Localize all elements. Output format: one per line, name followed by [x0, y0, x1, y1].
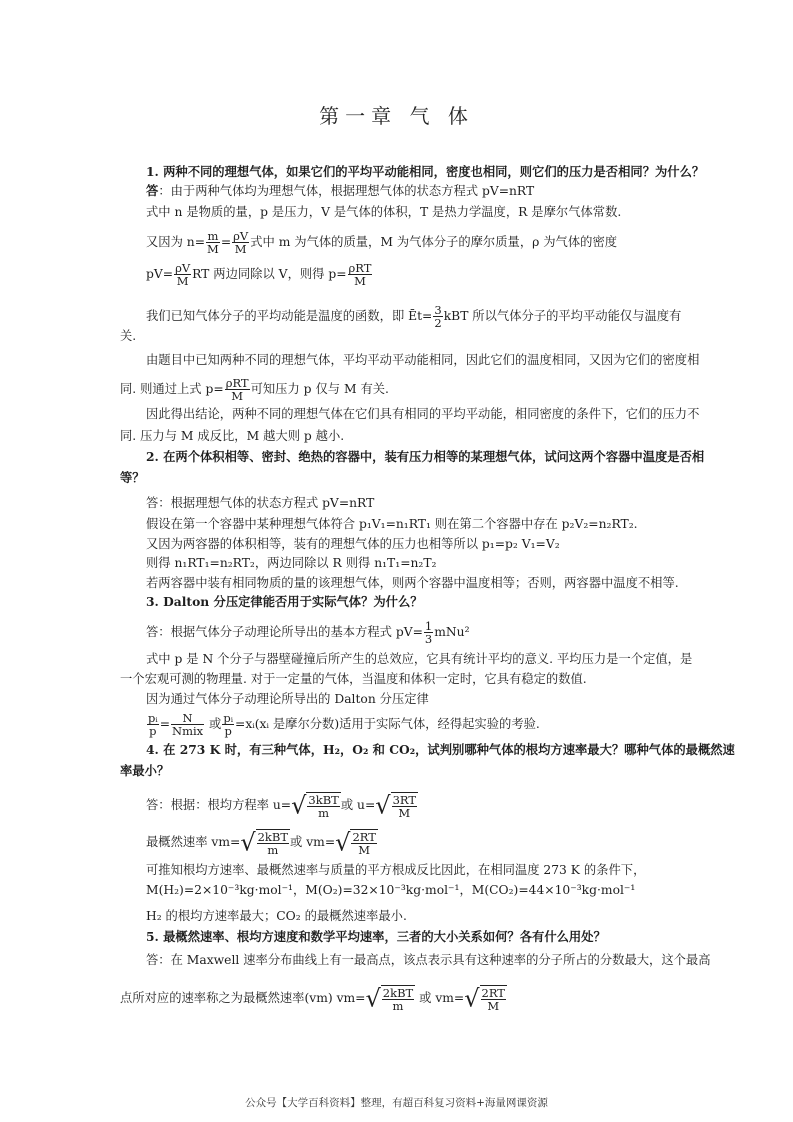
q1-answer-line-6: 由题目中已知两种不同的理想气体，平均平动平动能相同，因此它们的温度相同，又因为它们的密度相 [146, 353, 700, 367]
q1-answer-line-9: 同. 压力与 M 成反比，M 越大则 p 越小. [120, 429, 345, 443]
numerator: m [207, 229, 219, 243]
text: pV= [146, 267, 174, 281]
denominator: Nmix [172, 724, 204, 738]
fraction [433, 304, 442, 329]
square-root: √ $\frac{3RT}{M}$ [375, 791, 417, 820]
question-3: 3. Dalton 分压定律能否用于实际气体？为什么？ [146, 594, 423, 609]
fraction [206, 230, 220, 255]
numerator: ρV [175, 261, 191, 275]
square-root: √ $\frac{\text{2kBT}}{m}$ [365, 984, 414, 1013]
q4-answer-line-4: M(H₂)=2×10⁻³kg·mol⁻¹，M(O₂)=32×10⁻³kg·mol⁻¹，M(CO₂)=44×10⁻³kg·mol⁻¹ [146, 883, 636, 897]
numerator: 3kBT [308, 793, 339, 807]
square-root: √ $\frac{\text{3kBT}}{m}$ [291, 791, 339, 820]
text: 可知压力 p 仅与 M 有关. [250, 382, 389, 396]
square-root: √ $\frac{2RT}{M}$ [464, 984, 505, 1013]
question-4: 4. 在 273 K 时，有三种气体，H₂，O₂ 和 CO₂，试判别哪种气体的根均方速率最大？哪种气体的最概然速 [146, 742, 735, 757]
text: = [159, 717, 170, 731]
numerator: 3 [434, 303, 442, 317]
q3-answer-line-1 [146, 620, 470, 645]
denominator: 3 [424, 632, 433, 646]
question-2: 2. 在两个体积相等、密封、绝热的容器中，装有压力相等的某理想气体，试问这两个容器中温度是否相 [146, 449, 705, 464]
denominator: m [392, 999, 404, 1013]
fraction [225, 377, 250, 402]
fraction [348, 262, 373, 287]
numerator: pᵢ [223, 711, 234, 725]
denominator: M [176, 274, 189, 288]
fraction [174, 262, 191, 287]
text: 同. 则通过上式 p= [120, 382, 224, 396]
q3-answer-line-3: 一个宏观可测的物理量. 对于一定量的气体，当温度和体积一定时，它具有稳定的数值. [120, 672, 587, 686]
text: =xᵢ(xᵢ 是摩尔分数)适用于实际气体，经得起实验的考验. [235, 717, 540, 731]
fraction [424, 620, 433, 645]
denominator: M [354, 274, 366, 288]
numerator: 2kBT [382, 986, 414, 1000]
fraction [147, 712, 159, 737]
q1-answer-line-3 [146, 230, 617, 255]
text: 答：根据气体分子动理论所导出的基本方程式 pV= [146, 625, 423, 639]
numerator: 2RT [481, 986, 505, 1000]
numerator: 3RT [392, 793, 417, 807]
text: 点所对应的速率称之为最概然速率(vm) vm= [120, 991, 366, 1005]
denominator: 2 [434, 316, 442, 330]
q3-answer-line-5 [146, 712, 540, 737]
q1-answer-line-4 [146, 262, 373, 287]
q1-answer-line-5-cont: 关. [120, 329, 137, 343]
question-5: 5. 最概然速率、根均方速度和数学平均速率，三者的大小关系如何？各有什么用处？ [146, 929, 606, 944]
q4-answer-line-1 [146, 792, 418, 819]
text: 或 vm= [290, 835, 336, 849]
denominator: M [234, 242, 247, 256]
numerator: N [171, 712, 204, 725]
text: RT 两边同除以 V，则得 p= [192, 267, 347, 281]
q5-answer-line-1: 答：在 Maxwell 速率分布曲线上有一最高点，该点表示具有这种速率的分子所占的分数最大，这个最高 [146, 953, 711, 967]
denominator: M [398, 806, 411, 820]
numerator: ρRT [225, 376, 249, 390]
fraction [232, 230, 249, 255]
question-1: 1. 两种不同的理想气体，如果它们的平均平动能相同，密度也相同，则它们的压力是否相同？为什么？ [146, 164, 705, 179]
chapter-title: 第一章 气 体 [319, 104, 474, 128]
denominator: M [487, 999, 500, 1013]
q4-answer-line-5: H₂ 的根均方速率最大；CO₂ 的最概然速率最小. [146, 909, 407, 923]
text: 我们已知气体分子的平均动能是温度的函数，即 Ēt= [146, 309, 433, 323]
fraction [382, 987, 414, 1012]
denominator: M [231, 389, 244, 403]
q5-answer-line-2 [120, 985, 507, 1012]
denominator: M [358, 843, 371, 857]
answer-label: 答 [146, 183, 159, 198]
text: 式中 m 为气体的质量，M 为气体分子的摩尔质量，ρ 为气体的密度 [250, 235, 618, 249]
q1-answer-line-8: 因此得出结论，两种不同的理想气体在它们具有相同的平均平动能，相同密度的条件下，它们的压力不 [146, 407, 700, 421]
q1-answer-line-1 [146, 183, 534, 199]
numerator: 1 [424, 619, 433, 633]
denominator: M [207, 242, 219, 256]
fraction [351, 831, 376, 856]
fraction [392, 794, 417, 819]
q3-answer-line-4: 因为通过气体分子动理论所导出的 Dalton 分压定律 [146, 692, 429, 706]
text: 或 [205, 717, 222, 731]
q1-answer-line-5 [146, 304, 681, 329]
denominator: m [318, 806, 330, 820]
question-4-cont: 率最小？ [120, 763, 170, 778]
numerator: 2RT [352, 830, 376, 844]
fraction [481, 987, 506, 1012]
q2-answer-line-5: 若两容器中装有相同物质的量的该理想气体，则两个容器中温度相等；否则，两容器中温度不相等. [146, 576, 679, 590]
numerator: 2kBT [257, 830, 289, 844]
q4-answer-line-2 [146, 829, 378, 856]
question-2-cont: 等？ [120, 470, 145, 485]
text: mNu² [434, 625, 470, 639]
footer-watermark: 公众号【大学百科资料】整理，有超百科复习资料+海量网课资源 [245, 1097, 548, 1109]
square-root: √ $\frac{2RT}{M}$ [335, 828, 376, 857]
q2-answer-line-4: 则得 n₁RT₁=n₂RT₂，两边同除以 R 则得 n₁T₁=n₂T₂ [146, 556, 437, 570]
fraction [257, 831, 289, 856]
text: 最概然速率 vm= [146, 835, 241, 849]
text: = [220, 235, 232, 249]
q2-answer-line-3: 又因为两容器的体积相等，装有的理想气体的压力也相等所以 p₁=p₂ V₁=V₂ [146, 537, 560, 551]
text: ：由于两种气体均为理想气体，根据理想气体的状态方程式 pV=nRT [158, 184, 535, 198]
q2-answer-line-2: 假设在第一个容器中某种理想气体符合 p₁V₁=n₁RT₁ 则在第二个容器中存在 p₂V₂=n₂RT₂. [146, 517, 638, 531]
fraction [307, 794, 339, 819]
square-root: √ $\frac{\text{2kBT}}{m}$ [240, 828, 289, 857]
denominator: p [149, 724, 157, 738]
numerator: pᵢ [148, 711, 158, 725]
text: 或 u= [340, 798, 376, 812]
numerator: ρV [233, 229, 249, 243]
denominator: m [267, 843, 279, 857]
fraction [222, 712, 234, 737]
q2-answer-line-1: 答：根据理想气体的状态方程式 pV=nRT [146, 496, 375, 510]
text: 又因为 n= [146, 235, 206, 249]
numerator: ρRT [348, 261, 372, 275]
denominator: p [224, 724, 232, 738]
q1-answer-line-2: 式中 n 是物质的量，p 是压力，V 是气体的体积，T 是热力学温度，R 是摩尔气体常数. [146, 205, 622, 219]
text: 答：根据：根均方程率 u= [146, 798, 292, 812]
q1-answer-line-7 [120, 377, 389, 402]
q4-answer-line-3: 可推知根均方速率、最概然速率与质量的平方根成反比因此，在相同温度 273 K 的条件下， [146, 863, 646, 877]
q3-answer-line-2: 式中 p 是 N 个分子与器壁碰撞后所产生的总效应，它具有统计平均的意义. 平均压力是一个定值，是 [146, 652, 693, 666]
text: kBT 所以气体分子的平均平动能仅与温度有 [443, 309, 682, 323]
fraction [171, 712, 204, 737]
text: 或 vm= [415, 991, 465, 1005]
